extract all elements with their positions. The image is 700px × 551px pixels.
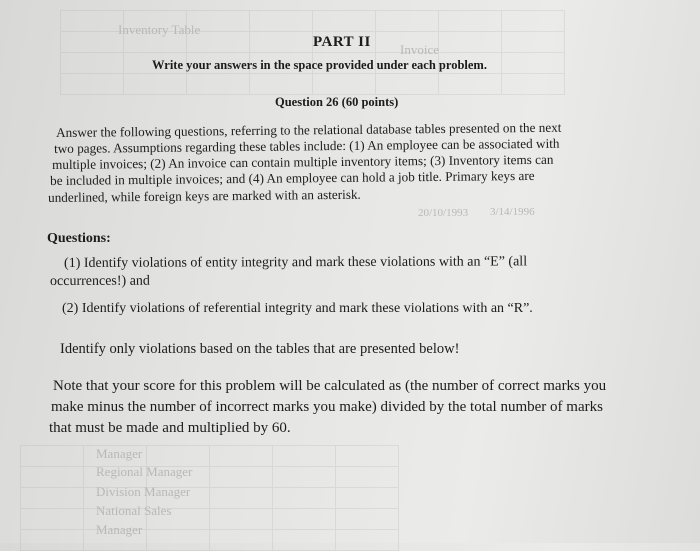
show-through-label: Manager <box>96 522 143 537</box>
scoring-line: make minus the number of incorrect marks you make) divided by the total number of marks <box>51 399 603 415</box>
show-through-label: Regional Manager <box>96 464 193 479</box>
intro-line: underlined, while foreign keys are marked with an asterisk. <box>48 186 361 205</box>
question-item-1-continued: occurrences!) and <box>50 273 150 289</box>
scoring-line: that must be made and multiplied by 60. <box>49 420 291 436</box>
show-through-label: National Sales <box>96 503 172 518</box>
show-through-label: 3/14/1996 <box>490 206 535 218</box>
identify-note: Identify only violations based on the tables that are presented below! <box>60 341 460 357</box>
question-heading: Question 26 (60 points) <box>275 95 399 109</box>
instruction-line: Write your answers in the space provided under each problem. <box>152 58 487 72</box>
intro-line: multiple invoices; (2) An invoice can contain multiple inventory items; (3) Inventory items can <box>52 151 554 172</box>
intro-line: be included in multiple invoices; and (4) An employee can hold a job title. Primary keys are <box>50 167 535 188</box>
intro-line: two pages. Assumptions regarding these tables include: (1) An employee can be associated with <box>54 135 560 156</box>
show-through-label: Manager <box>96 446 143 461</box>
show-through-table-bottom <box>20 445 399 551</box>
show-through-label: Inventory Table <box>118 22 201 37</box>
scoring-line: Note that your score for this problem will be calculated as (the number of correct marks you <box>53 378 607 394</box>
show-through-label: 20/10/1993 <box>418 207 469 219</box>
question-item-1: (1) Identify violations of entity integrity and mark these violations with an “E” (all <box>64 254 528 271</box>
intro-line: Answer the following questions, referring to the relational database tables presented on the next <box>56 119 562 140</box>
questions-heading: Questions: <box>47 231 111 246</box>
question-item-2: (2) Identify violations of referential integrity and mark these violations with an “R”. <box>62 301 533 316</box>
show-through-label: Division Manager <box>96 484 191 499</box>
show-through-label: Invoice <box>400 42 439 57</box>
part-title: PART II <box>313 34 371 50</box>
